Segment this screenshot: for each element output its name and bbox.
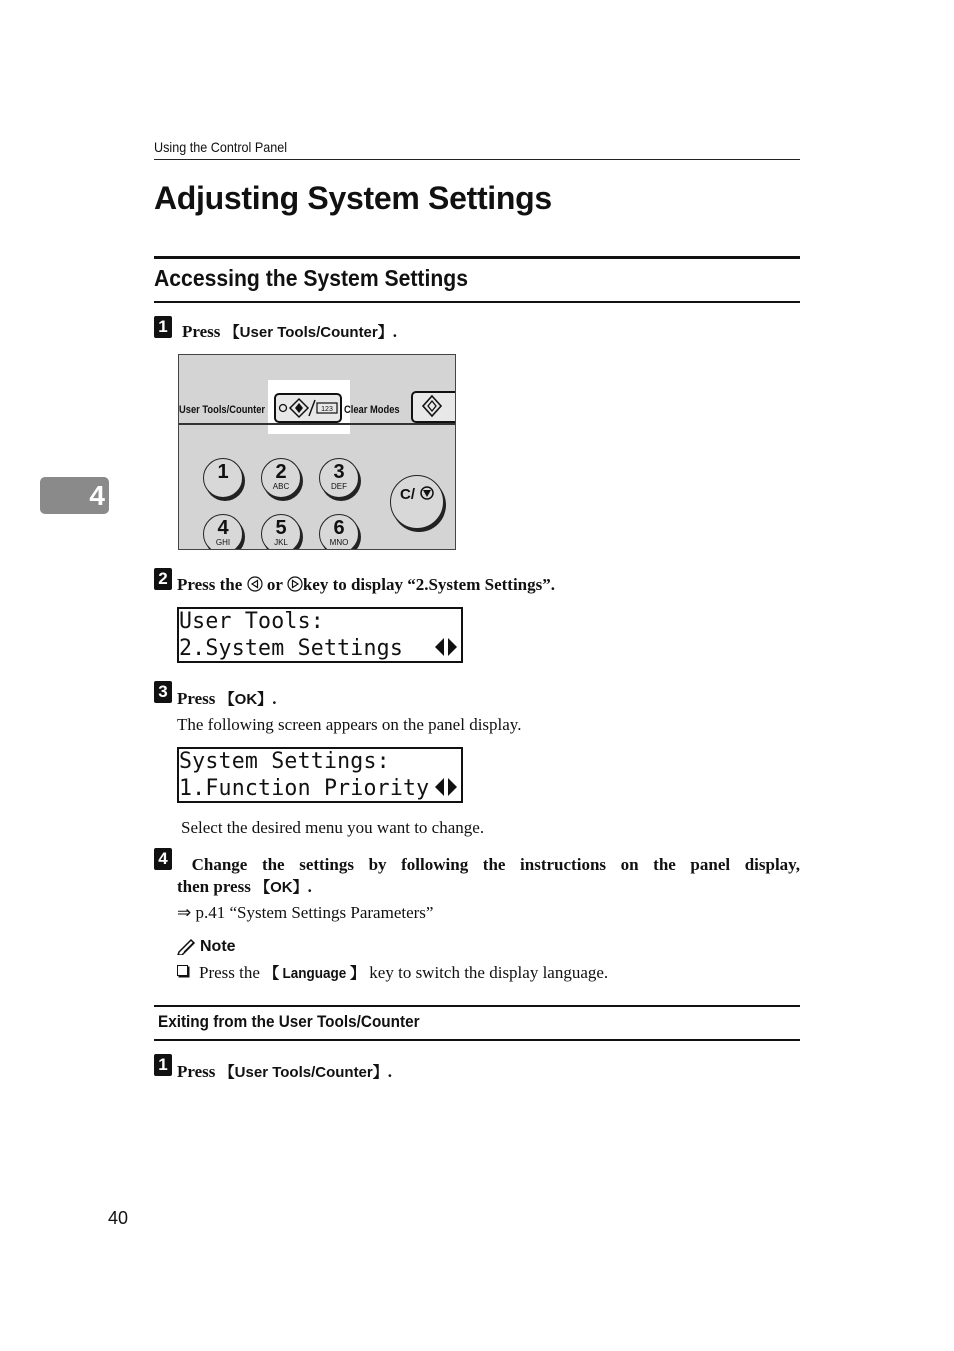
key-1[interactable]: 1 — [203, 458, 243, 498]
clear-stop-key[interactable] — [390, 475, 444, 529]
key-4[interactable]: 4 GHI — [203, 514, 243, 550]
key-3[interactable]: 3 DEF — [319, 458, 359, 498]
scroll-arrows-icon — [434, 637, 458, 657]
step-1-suffix: . — [392, 322, 398, 341]
chapter-tab: 4 — [40, 477, 109, 514]
user-tools-counter-button[interactable] — [274, 393, 342, 423]
panel-divider — [179, 423, 456, 425]
clear-modes-label: Clear Modes — [344, 404, 400, 416]
step-3-text: Press 【OK】. — [177, 689, 277, 708]
counter-glyph: 123 — [321, 406, 333, 413]
subsection-bottom-rule — [154, 1039, 800, 1041]
language-key: Language — [282, 965, 347, 982]
right-arrow-key-icon — [287, 576, 303, 592]
key-5[interactable]: 5 JKL — [261, 514, 301, 550]
note-item: Press the 【 Language 】 key to switch the display language. — [199, 963, 609, 982]
section-bottom-rule — [154, 301, 800, 303]
subsection-top-rule — [154, 1005, 800, 1007]
step-1-key: User Tools/Counter — [239, 324, 378, 341]
lcd-line-1: User Tools: — [179, 609, 324, 634]
subsection-title: Exiting from the User Tools/Counter — [158, 1012, 420, 1031]
left-arrow-key-icon — [247, 576, 263, 592]
clear-modes-button[interactable] — [411, 391, 456, 423]
step-3-key: OK — [234, 691, 258, 708]
exit-step-text: Press 【User Tools/Counter】. — [177, 1062, 393, 1081]
clear-stop-icon — [391, 476, 443, 528]
step-number: 2 — [154, 568, 172, 590]
step-1-prefix: Press — [182, 322, 225, 341]
page-number: 40 — [108, 1208, 129, 1228]
lcd-line-2: 1.Function Priority — [179, 776, 430, 801]
note-label: Note — [200, 938, 236, 955]
step-3-body: The following screen appears on the panel display. — [177, 715, 522, 734]
lcd-line-1: System Settings: — [179, 749, 390, 774]
step-number: 4 — [154, 848, 172, 870]
page-title: Adjusting System Settings — [154, 180, 552, 216]
header-rule — [154, 159, 800, 160]
select-menu-text: Select the desired menu you want to change. — [181, 818, 485, 837]
lcd-display-user-tools — [177, 607, 463, 663]
step-number: 1 — [154, 1054, 172, 1076]
section-top-rule — [154, 256, 800, 259]
running-head: Using the Control Panel — [154, 139, 288, 155]
checkbox-bullet-icon — [177, 965, 188, 976]
step-4-key: OK — [270, 879, 293, 896]
key-2[interactable]: 2 ABC — [261, 458, 301, 498]
step-number: 3 — [154, 681, 172, 703]
step-4-line-2: then press 【OK】. — [177, 877, 312, 896]
user-tools-label: User Tools/Counter — [179, 404, 266, 416]
exit-step-key: User Tools/Counter — [234, 1064, 373, 1081]
cross-reference-link[interactable]: ⇒ p.41 “System Settings Parameters” — [177, 903, 434, 922]
step-4-line-1: Change the settings by following the instructions on the panel display, — [191, 855, 800, 874]
step-number: 1 — [154, 316, 172, 338]
control-panel-figure — [178, 354, 456, 550]
clear-stop-label: C/ — [400, 486, 415, 503]
lcd-display-system-settings — [177, 747, 463, 803]
clear-modes-icon — [413, 393, 453, 421]
step-2-text: Press the or key to display “2.System Settings”. — [177, 575, 555, 594]
user-tools-counter-icon — [276, 395, 340, 421]
lcd-line-2: 2.System Settings — [179, 636, 404, 661]
scroll-arrows-icon — [434, 777, 458, 797]
step-1-text: Press 【User Tools/Counter】. — [182, 322, 398, 341]
section-title: Accessing the System Settings — [154, 265, 468, 291]
pencil-note-icon — [177, 937, 197, 955]
key-6[interactable]: 6 MNO — [319, 514, 359, 550]
